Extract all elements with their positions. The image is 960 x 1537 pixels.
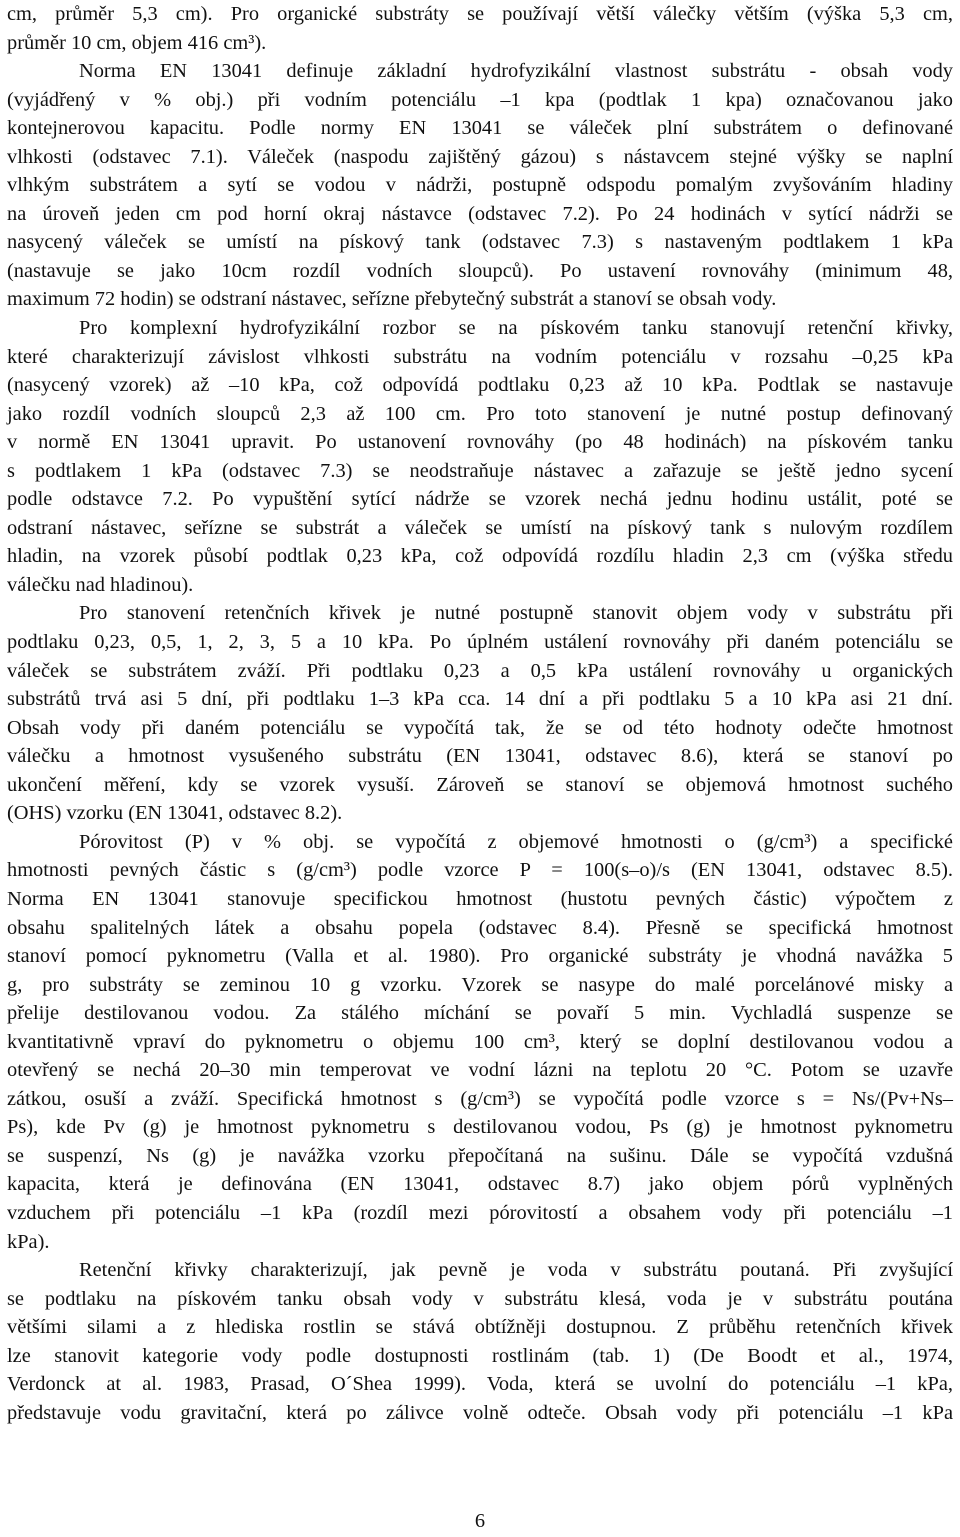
text-line: Norma EN 13041 stanovuje specifickou hmotnost (hustotu pevných částic) výpočtem z [7,887,953,910]
text-line: Pro stanovení retenčních křivek je nutné postupně stanovit objem vody v substrátu při [79,602,953,625]
text-line: hmotnosti pevných částic s (g/cm³) podle vzorce P = 100(s–o)/s (EN 13041, odstavec 8.5). [7,859,953,882]
text-line: nasycený váleček se umístí na pískový tank (odstavec 7.3) s nastaveným podtlakem 1 kPa [7,231,953,254]
text-line: přelije destilovanou vodou. Za stálého míchání se povaří 5 min. Vychladlá suspenze se [7,1002,953,1025]
paragraph [7,599,953,827]
text-line: podle odstavce 7.2. Po vypuštění sytící nádrže se vzorek nechá jednu hodinu ustálit, poté se [7,488,953,511]
text-line: zátkou, osuší a zváží. Specifická hmotnost s (g/cm³) se vypočítá podle vzorce s = Ns/(Pv+Ns– [7,1087,953,1110]
text-line: Verdonck at al. 1983, Prasad, O´Shea 1999). Voda, která se uvolní do potenciálu –1 kPa, [7,1373,953,1396]
text-line: s podtlakem 1 kPa (odstavec 7.3) se neodstraňuje nástavec a zařazuje se ještě jedno sycení [7,459,953,482]
text-line: g, pro substráty se zeminou 10 g vzorku. Vzorek se nasype do malé porcelánové misky a [7,973,953,996]
paragraph [7,828,953,1256]
text-line: se podtlaku na pískovém tanku obsah vody v substrátu klesá, voda je v substrátu poutána [7,1287,953,1310]
text-line: vlhkosti (odstavec 7.1). Váleček (naspodu zajištěný gázou) s nástavcem stejné výšky se naplní [7,145,953,168]
text-line: se suspenzí, Ns (g) je navážka vzorku přepočítaná na sušinu. Dále se vypočítá vzdušná [7,1144,953,1167]
text-line: obsahu spalitelných látek a obsahu popela (odstavec 8.4). Přesně se specifická hmotnost [7,916,953,939]
paragraph [7,314,953,599]
text-line: průměr 10 cm, objem 416 cm³). [7,31,267,54]
text-line: kvantitativně vpraví do pyknometru o objemu 100 cm³, který se doplní destilovanou vodou a [7,1030,953,1053]
text-line: kontejnerovou kapacitu. Podle normy EN 13041 se váleček plní substrátem o definované [7,117,953,140]
text-line: na úroveň jeden cm pod horní okraj nástavce (odstavec 7.2). Po 24 hodinách v sytící nádrži se [7,202,953,225]
text-line: v normě EN 13041 upravit. Po ustanovení rovnováhy (po 48 hodinách) na pískovém tanku [7,431,953,454]
text-line: Pro komplexní hydrofyzikální rozbor se na pískovém tanku stanovují retenční křivky, [79,317,953,340]
text-line: Norma EN 13041 definuje základní hydrofyzikální vlastnost substrátu - obsah vody [79,60,953,83]
text-line: vlhkým substrátem a sytí se vodou v nádrži, postupně odspodu pomalým zvyšováním hladiny [7,174,953,197]
text-line: odstraní nástavec, seřízne se substrát a váleček se umístí na pískový tank s nulovým rozdílem [7,516,953,539]
text-line: (nasycený vzorek) až –10 kPa, což odpovídá podtlaku 0,23 až 10 kPa. Podtlak se nastavuje [7,374,953,397]
text-line: Obsah vody při daném potenciálu se vypočítá tak, že se od této hodnoty odečte hmotnost [7,716,953,739]
text-line: kPa). [7,1230,50,1253]
text-line: Pórovitost (P) v % obj. se vypočítá z objemové hmotnosti o (g/cm³) a specifické [79,830,953,853]
text-line: kapacita, která je definována (EN 13041, odstavec 8.7) jako objem pórů vyplněných [7,1173,953,1196]
text-line: ukončení měření, kdy se vzorek vysuší. Zároveň se stanoví se objemová hmotnost suchého [7,773,953,796]
paragraph [7,0,953,57]
text-line: (OHS) vzorku (EN 13041, odstavec 8.2). [7,802,343,825]
paragraph [7,57,953,314]
text-line: hladin, na vzorek působí podtlak 0,23 kPa, což odpovídá rozdílu hladin 2,3 cm (výška středu [7,545,953,568]
text-line: vzduchem při potenciálu –1 kPa (rozdíl mezi pórovitostí a obsahem vody při potenciálu –1 [7,1201,953,1224]
text-line: lze stanovit kategorie vody podle dostupnosti rostlinám (tab. 1) (De Boodt et al., 1974, [7,1344,953,1367]
text-line: Retenční křivky charakterizují, jak pevně je voda v substrátu poutaná. Při zvyšující [79,1259,953,1282]
page-number: 6 [474,1510,486,1532]
document-page [7,0,953,1427]
text-line: maximum 72 hodin) se odstraní nástavec, seřízne přebytečný substrát a stanoví se obsah vody. [7,288,777,311]
text-line: jako rozdíl vodních sloupců 2,3 až 100 cm. Pro toto stanovení je nutné postup definovaný [7,402,953,425]
paragraph [7,1256,953,1427]
text-line: válečku nad hladinou). [7,573,194,596]
text-line: Ps), kde Pv (g) je hmotnost pyknometru s destilovanou vodou, Ps (g) je hmotnost pyknometru [7,1116,953,1139]
text-line: většími silami a z hlediska rostlin se stává obtížněji dostupnou. Z průběhu retenčních křivek [7,1316,953,1339]
text-line: otevřený se nechá 20–30 min temperovat ve vodní lázni na teplotu 20 °C. Potom se uzavře [7,1059,953,1082]
text-line: váleček se substrátem zváží. Při podtlaku 0,23 a 0,5 kPa ustálení rovnováhy u organických [7,659,953,682]
text-line: cm, průměr 5,3 cm). Pro organické substráty se používají větší válečky větším (výška 5,3 cm, [7,3,953,25]
text-line: podtlaku 0,23, 0,5, 1, 2, 3, 5 a 10 kPa. Po úplném ustálení rovnováhy při daném potenciálu se [7,631,953,654]
text-line: (nastavuje se jako 10cm rozdíl vodních sloupců). Po ustavení rovnováhy (minimum 48, [7,259,953,282]
text-line: které charakterizují závislost vlhkosti substrátu na vodním potenciálu v rozsahu –0,25 kPa [7,345,953,368]
text-line: (vyjádřený v % obj.) při vodním potenciálu –1 kpa (podtlak 1 kpa) označovanou jako [7,88,953,111]
text-line: stanoví pomocí pyknometru (Valla et al. 1980). Pro organické substráty je vhodná navážka 5 [7,945,953,968]
text-line: válečku a hmotnost vysušeného substrátu (EN 13041, odstavec 8.6), která se stanoví po [7,745,953,768]
text-line: představuje vodu gravitační, která po zálivce volně odteče. Obsah vody při potenciálu –1 kPa [7,1401,953,1424]
text-line: substrátů trvá asi 5 dní, při podtlaku 1–3 kPa cca. 14 dní a při podtlaku 5 a 10 kPa asi 21 dní. [7,688,953,711]
